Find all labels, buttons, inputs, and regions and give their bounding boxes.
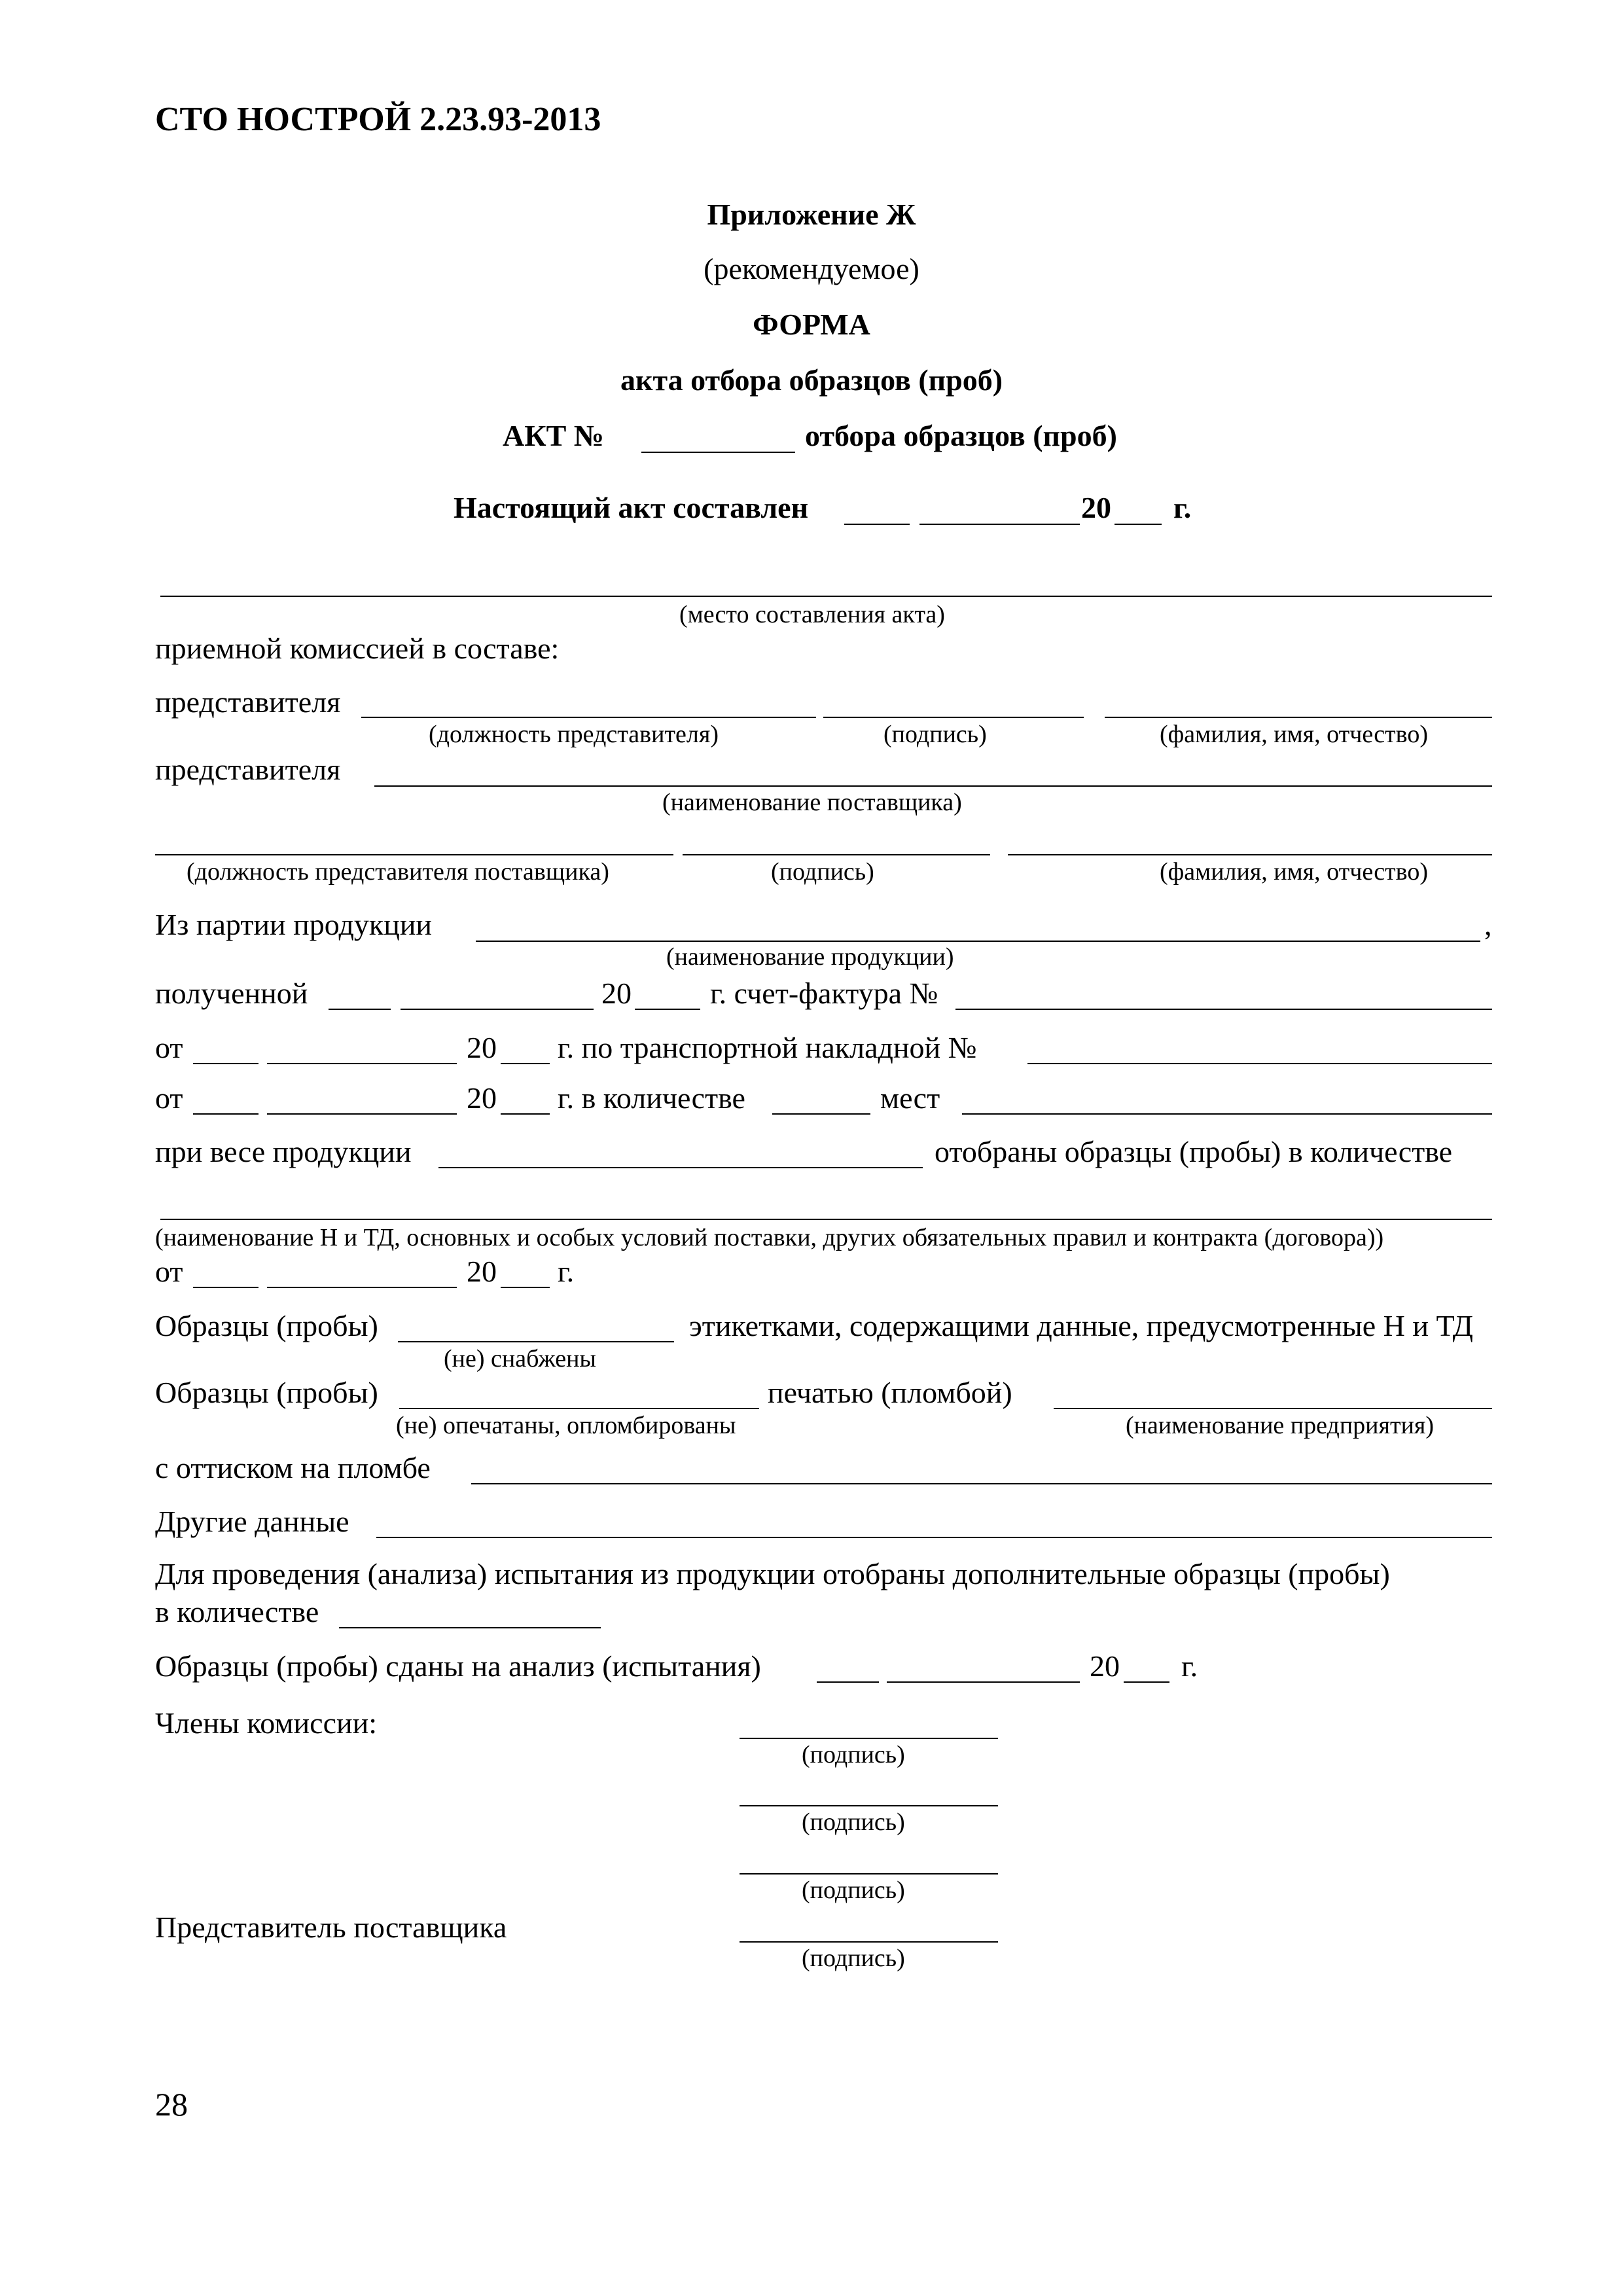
standard-code: СТО НОСТРОЙ 2.23.93-2013 <box>155 101 601 138</box>
handed-day-field[interactable] <box>817 1681 879 1683</box>
quantity-day-field[interactable] <box>193 1113 259 1115</box>
member-signature-field-3[interactable] <box>740 1873 998 1874</box>
compiled-year-prefix: 20 <box>1081 491 1111 524</box>
act-number-field[interactable] <box>641 452 795 453</box>
handed-label: Образцы (пробы) сданы на анализ (испытания) <box>155 1649 761 1683</box>
batch-comma: , <box>1484 908 1492 941</box>
received-month-field[interactable] <box>401 1009 594 1010</box>
supplier-name-caption: (наименование поставщика) <box>662 789 962 816</box>
supplier-rep-full-name-field[interactable] <box>1008 854 1492 855</box>
from-label-2: от <box>155 1081 183 1115</box>
waybill-year-field[interactable] <box>501 1063 550 1064</box>
enterprise-field[interactable] <box>1054 1408 1492 1409</box>
act-suffix: отбора образцов (проб) <box>805 419 1117 452</box>
place-caption: (место составления акта) <box>679 601 945 628</box>
enterprise-caption: (наименование предприятия) <box>1126 1412 1435 1439</box>
form-label: ФОРМА <box>753 308 870 341</box>
member-signature-caption-1: (подпись) <box>802 1741 905 1768</box>
rep-label-1: представителя <box>155 685 341 719</box>
supplier-rep-label: Представитель поставщика <box>155 1910 507 1944</box>
member-signature-field-1[interactable] <box>740 1738 998 1739</box>
compiled-prefix: Настоящий акт составлен <box>454 491 809 524</box>
received-year-field[interactable] <box>635 1009 700 1010</box>
norms-year-field[interactable] <box>501 1287 550 1288</box>
handed-year-field[interactable] <box>1124 1681 1169 1683</box>
waybill-number-field[interactable] <box>1027 1063 1492 1064</box>
supplied-field[interactable] <box>398 1341 674 1342</box>
places-extra-field[interactable] <box>962 1113 1492 1115</box>
quantity-year-field[interactable] <box>501 1113 550 1115</box>
product-name-field[interactable] <box>476 941 1480 942</box>
member-signature-field-2[interactable] <box>740 1805 998 1806</box>
place-field[interactable] <box>160 596 1492 597</box>
batch-label: Из партии продукции <box>155 908 433 941</box>
rep-position-caption: (должность представителя) <box>429 721 719 748</box>
handed-year-prefix: 20 <box>1090 1649 1120 1683</box>
other-field[interactable] <box>376 1537 1492 1538</box>
norms-month-field[interactable] <box>267 1287 457 1288</box>
places-count-field[interactable] <box>772 1113 870 1115</box>
supplier-rep-position-field[interactable] <box>155 854 673 855</box>
compiled-day-field[interactable] <box>844 524 910 525</box>
norms-caption: (наименование Н и ТД, основных и особых условий поставки, других обязательных правил и контракта (договора)) <box>155 1224 1384 1251</box>
rep-signature-field[interactable] <box>823 717 1084 718</box>
member-signature-caption-3: (подпись) <box>802 1876 905 1904</box>
quantity-label: г. в количестве <box>558 1081 745 1115</box>
product-name-caption: (наименование продукции) <box>666 943 954 971</box>
invoice-number-field[interactable] <box>955 1009 1492 1010</box>
from-label-1: от <box>155 1031 183 1064</box>
additional-count-field[interactable] <box>339 1627 601 1628</box>
rep-full-name-caption: (фамилия, имя, отчество) <box>1160 721 1429 748</box>
supplier-rep-signature-field[interactable] <box>683 854 990 855</box>
samples-label-1: Образцы (пробы) <box>155 1309 378 1342</box>
norms-year-suffix: г. <box>558 1255 575 1288</box>
samples-taken-label: отобраны образцы (пробы) в количестве <box>935 1135 1453 1168</box>
quantity-year-prefix: 20 <box>467 1081 497 1115</box>
handed-year-suffix: г. <box>1181 1649 1198 1683</box>
waybill-day-field[interactable] <box>193 1063 259 1064</box>
received-label: полученной <box>155 977 308 1010</box>
act-prefix: АКТ № <box>503 419 604 452</box>
compiled-year-field[interactable] <box>1115 524 1162 525</box>
supplier-rep-full-name-caption: (фамилия, имя, отчество) <box>1160 858 1429 886</box>
waybill-month-field[interactable] <box>267 1063 457 1064</box>
samples-label-2: Образцы (пробы) <box>155 1376 378 1409</box>
rep-full-name-field[interactable] <box>1105 717 1492 718</box>
waybill-year-prefix: 20 <box>467 1031 497 1064</box>
received-year-prefix: 20 <box>601 977 632 1010</box>
compiled-month-field[interactable] <box>919 524 1080 525</box>
rep-label-2: представителя <box>155 753 341 786</box>
supplier-rep-signature-final-caption: (подпись) <box>802 1945 905 1972</box>
received-day-field[interactable] <box>329 1009 391 1010</box>
sealed-caption: (не) опечатаны, опломбированы <box>396 1412 736 1439</box>
additional-line-2: в количестве <box>155 1595 319 1628</box>
appendix-title: Приложение Ж <box>707 198 916 231</box>
supplier-rep-position-caption: (должность представителя поставщика) <box>187 858 609 886</box>
page-number: 28 <box>155 2086 188 2123</box>
supplier-name-field[interactable] <box>374 785 1492 787</box>
handed-month-field[interactable] <box>887 1681 1080 1683</box>
seal-label: печатью (пломбой) <box>768 1376 1012 1409</box>
imprint-field[interactable] <box>471 1483 1492 1484</box>
norms-year-prefix: 20 <box>467 1255 497 1288</box>
compiled-year-suffix: г. <box>1173 491 1192 524</box>
rep-position-field[interactable] <box>361 717 816 718</box>
invoice-label: г. счет-фактура № <box>710 977 938 1010</box>
commission-line: приемной комиссией в составе: <box>155 632 560 665</box>
weight-label: при весе продукции <box>155 1135 412 1168</box>
additional-line-1: Для проведения (анализа) испытания из продукции отобраны дополнительные образцы (пробы) <box>155 1557 1390 1590</box>
places-label: мест <box>880 1081 940 1115</box>
quantity-month-field[interactable] <box>267 1113 457 1115</box>
form-subject: акта отбора образцов (проб) <box>620 363 1003 397</box>
member-signature-caption-2: (подпись) <box>802 1808 905 1836</box>
norms-day-field[interactable] <box>193 1287 259 1288</box>
waybill-label: г. по транспортной накладной № <box>558 1031 977 1064</box>
supplier-rep-signature-caption: (подпись) <box>771 858 874 886</box>
supplier-rep-signature-final[interactable] <box>740 1941 998 1943</box>
appendix-status: (рекомендуемое) <box>704 252 919 285</box>
rep-signature-caption: (подпись) <box>883 721 987 748</box>
imprint-label: с оттиском на пломбе <box>155 1451 431 1484</box>
other-label: Другие данные <box>155 1505 349 1538</box>
weight-field[interactable] <box>438 1167 923 1168</box>
from-label-3: от <box>155 1255 183 1288</box>
labels-text: этикетками, содержащими данные, предусмотренные Н и ТД <box>689 1309 1474 1342</box>
norms-field[interactable] <box>160 1219 1492 1220</box>
sealed-field[interactable] <box>399 1408 759 1409</box>
supplied-caption: (не) снабжены <box>444 1345 596 1372</box>
members-label: Члены комиссии: <box>155 1706 378 1740</box>
